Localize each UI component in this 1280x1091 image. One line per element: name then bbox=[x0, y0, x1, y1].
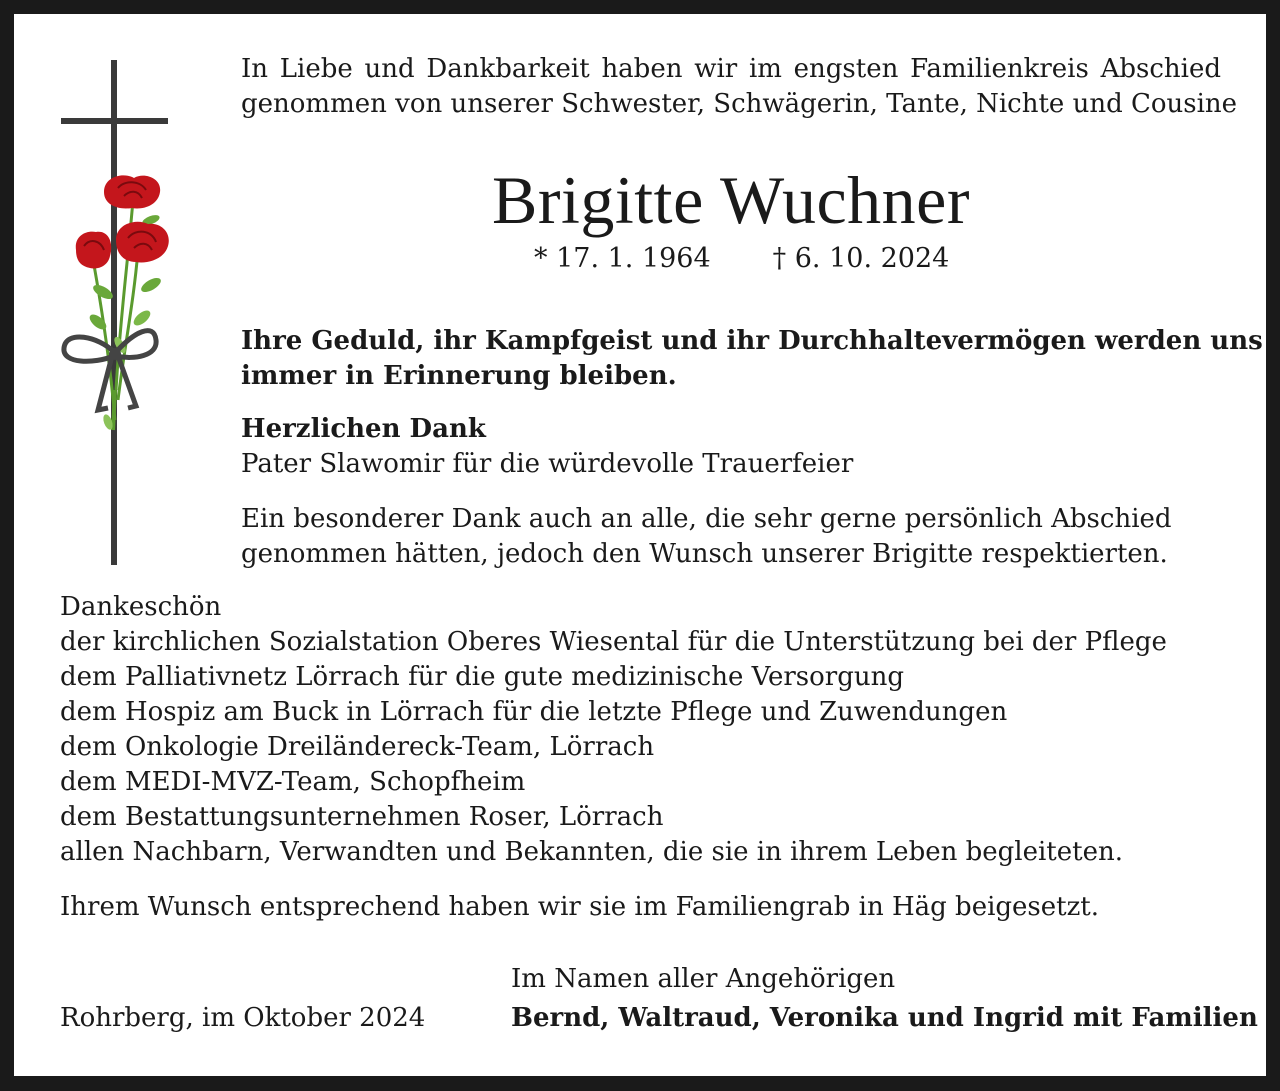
life-dates bbox=[534, 242, 949, 276]
quote-line: immer in Erinnerung bleiben. bbox=[241, 361, 677, 391]
special-thanks-line: Ein besonderer Dank auch an alle, die sehr gerne persönlich Abschied bbox=[241, 504, 1172, 534]
thanks-line: Pater Slawomir für die würdevolle Trauerfeier bbox=[241, 449, 854, 479]
burial-note: Ihrem Wunsch entsprechend haben wir sie im Familiengrab in Häg beigesetzt. bbox=[60, 892, 1100, 922]
signers: Bernd, Waltraud, Veronika und Ingrid mit Familien bbox=[511, 1003, 1258, 1033]
place-date: Rohrberg, im Oktober 2024 bbox=[60, 1003, 426, 1033]
obituary-notice bbox=[14, 14, 1266, 1076]
on-behalf-line: Im Namen aller Angehörigen bbox=[511, 964, 896, 994]
thanks-heading: Herzlichen Dank bbox=[241, 414, 486, 444]
special-thanks bbox=[241, 502, 1172, 572]
dankeschoen-item: dem Onkologie Dreiländereck-Team, Lörrach bbox=[60, 732, 655, 762]
dankeschoen-item: allen Nachbarn, Verwandten und Bekannten, die sie in ihrem Leben begleiteten. bbox=[60, 837, 1123, 867]
birth-date: * 17. 1. 1964 bbox=[534, 243, 711, 274]
cross-with-roses-icon bbox=[58, 60, 173, 570]
memorial-quote bbox=[241, 324, 1263, 394]
dankeschoen-item: der kirchlichen Sozialstation Oberes Wiesental für die Unterstützung bei der Pflege bbox=[60, 627, 1167, 657]
dankeschoen-item: dem Bestattungsunternehmen Roser, Lörrach bbox=[60, 802, 664, 832]
intro-line: In Liebe und Dankbarkeit haben wir im engsten Familienkreis Abschied bbox=[241, 54, 1221, 84]
dankeschoen-list bbox=[60, 590, 1167, 870]
intro-line: genommen von unserer Schwester, Schwägerin, Tante, Nichte und Cousine bbox=[241, 89, 1238, 119]
dankeschoen-heading: Dankeschön bbox=[60, 592, 222, 622]
death-date: † 6. 10. 2024 bbox=[772, 243, 950, 274]
dankeschoen-item: dem MEDI-MVZ-Team, Schopfheim bbox=[60, 767, 526, 797]
special-thanks-line: genommen hätten, jedoch den Wunsch unserer Brigitte respektierten. bbox=[241, 539, 1168, 569]
dankeschoen-item: dem Palliativnetz Lörrach für die gute medizinische Versorgung bbox=[60, 662, 905, 692]
quote-line: Ihre Geduld, ihr Kampfgeist und ihr Durchhaltevermögen werden uns bbox=[241, 326, 1263, 356]
dankeschoen-item: dem Hospiz am Buck in Lörrach für die letzte Pflege und Zuwendungen bbox=[60, 697, 1008, 727]
deceased-name: Brigitte Wuchner bbox=[492, 162, 970, 238]
intro-text bbox=[241, 52, 1238, 122]
